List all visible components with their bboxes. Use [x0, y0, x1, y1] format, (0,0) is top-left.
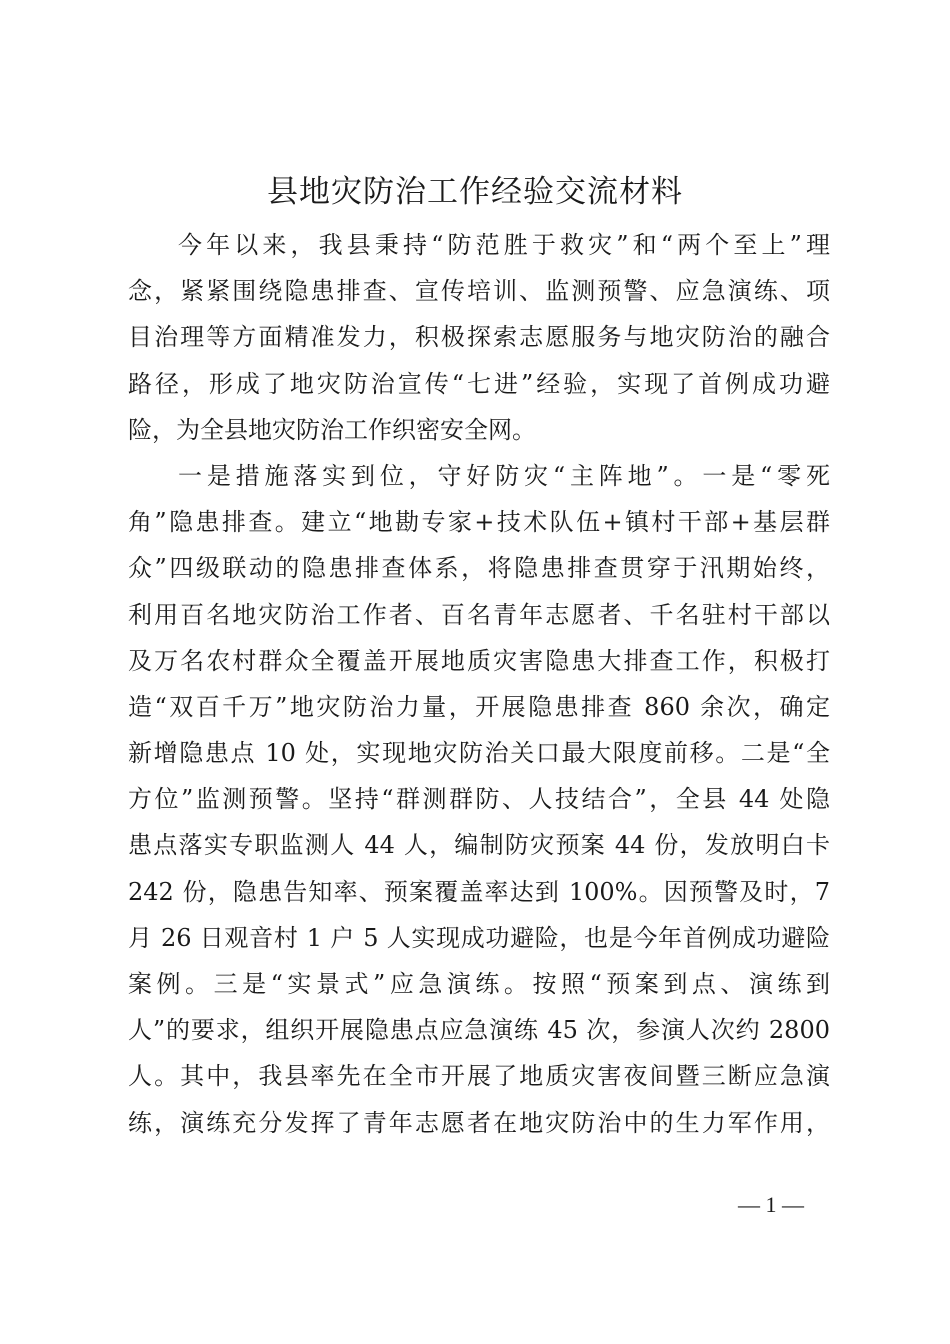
text-line: 新增隐患点 10 处，实现地灾防治关口最大限度前移。二是“全 — [128, 739, 830, 768]
page-number: — 1 — — [738, 1192, 804, 1217]
text-line: 利用百名地灾防治工作者、百名青年志愿者、千名驻村干部以 — [128, 600, 830, 629]
text-line: 角”隐患排查。建立“地勘专家+技术队伍+镇村干部+基层群 — [128, 508, 830, 537]
document-body — [128, 222, 830, 1146]
text-line: 一是措施落实到位，守好防灾“主阵地”。一是“零死 — [178, 461, 830, 490]
text-line: 路径，形成了地灾防治宣传“七进”经验，实现了首例成功避 — [128, 369, 830, 398]
text-line: 目治理等方面精准发力，积极探索志愿服务与地灾防治的融合 — [128, 323, 830, 352]
text-line: 念，紧紧围绕隐患排查、宣传培训、监测预警、应急演练、项 — [128, 277, 830, 306]
text-line: 今年以来，我县秉持“防范胜于救灾”和“两个至上”理 — [178, 231, 830, 259]
text-line: 造“双百千万”地灾防治力量，开展隐患排查 860 余次，确定 — [128, 692, 830, 721]
paragraph-measures — [128, 453, 830, 1146]
text-line: 险，为全县地灾防治工作织密安全网。 — [128, 415, 536, 444]
document-title: 县地灾防治工作经验交流材料 — [267, 174, 683, 210]
text-line: 练，演练充分发挥了青年志愿者在地灾防治中的生力军作用， — [128, 1108, 830, 1137]
text-line: 众”四级联动的隐患排查体系，将隐患排查贯穿于汛期始终， — [128, 554, 830, 583]
text-line: 人。其中，我县率先在全市开展了地质灾害夜间暨三断应急演 — [128, 1062, 830, 1091]
text-line: 方位”监测预警。坚持“群测群防、人技结合”，全县 44 处隐 — [128, 785, 830, 814]
text-line: 人”的要求，组织开展隐患点应急演练 45 次，参演人次约 2800 — [128, 1016, 830, 1045]
text-line: 月 26 日观音村 1 户 5 人实现成功避险，也是今年首例成功避险 — [128, 923, 830, 952]
text-line: 患点落实专职监测人 44 人，编制防灾预案 44 份，发放明白卡 — [128, 831, 830, 860]
text-line: 案例。三是“实景式”应急演练。按照“预案到点、演练到 — [128, 970, 830, 998]
text-line: 及万名农村群众全覆盖开展地质灾害隐患大排查工作，积极打 — [128, 646, 830, 675]
paragraph-intro — [128, 222, 830, 453]
text-line: 242 份，隐患告知率、预案覆盖率达到 100%。因预警及时，7 — [128, 877, 830, 906]
